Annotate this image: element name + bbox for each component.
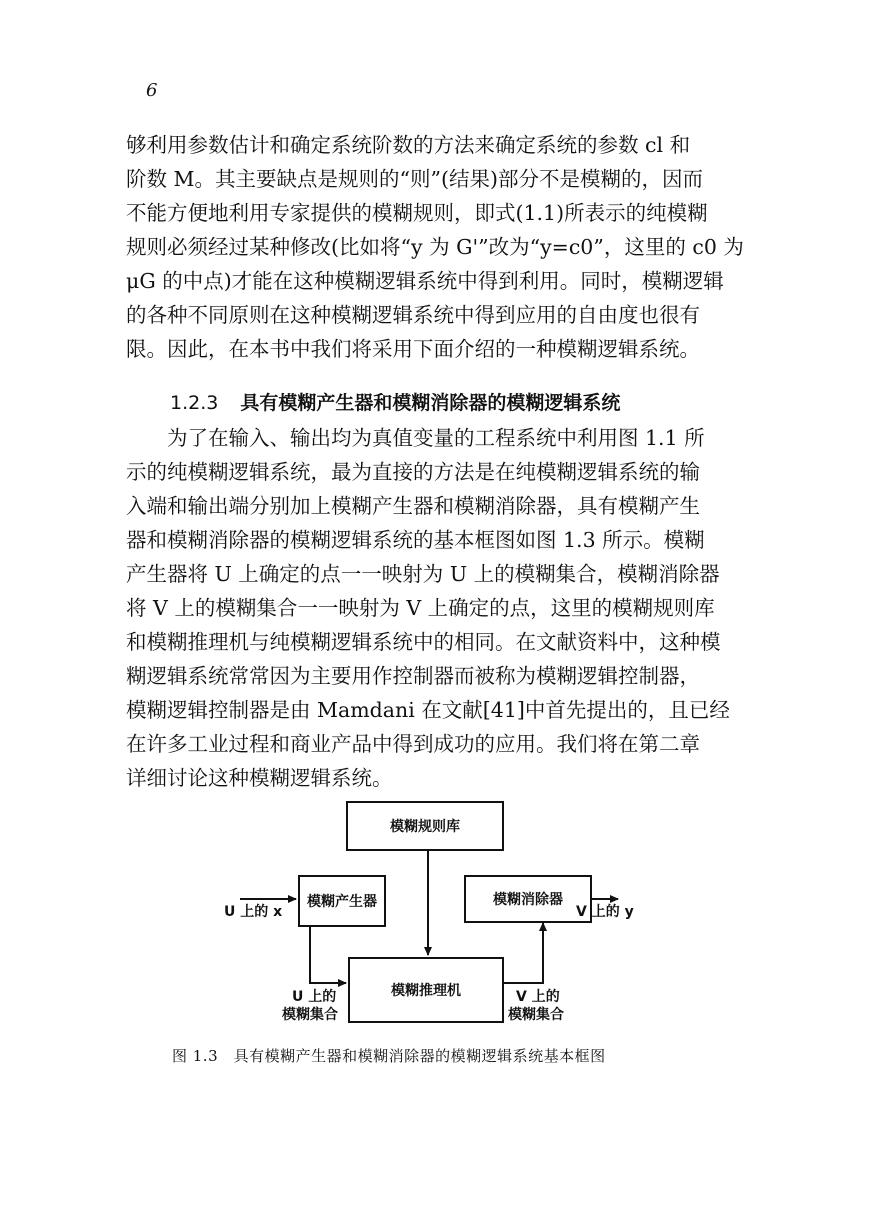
text-line: 示的纯模糊逻辑系统，最为直接的方法是在纯模糊逻辑系统的输 xyxy=(126,460,700,484)
text-line: 产生器将 U 上确定的点一一映射为 U 上的模糊集合，模糊消除器 xyxy=(126,562,720,586)
text-line: 和模糊推理机与纯模糊逻辑系统中的相同。在文献资料中，这种模 xyxy=(126,630,721,654)
fuzzifier-box xyxy=(298,875,386,927)
fuzzy-u-arrow xyxy=(310,927,346,983)
input-label: U 上的 x xyxy=(224,904,283,920)
inference-engine-box xyxy=(348,957,504,1023)
text-line: 模糊逻辑控制器是由 Mamdani 在文献[41]中首先提出的，且已经 xyxy=(126,698,730,722)
text-line: μG 的中点)才能在这种模糊逻辑系统中得到利用。同时，模糊逻辑 xyxy=(126,269,724,293)
fuzzy-v-label-1: V 上的 xyxy=(516,989,560,1005)
fuzzy-v-label-2: 模糊集合 xyxy=(508,1007,564,1023)
text-line: 的各种不同原则在这种模糊逻辑系统中得到应用的自由度也很有 xyxy=(126,303,700,327)
fuzzy-u-label-1: U 上的 xyxy=(292,989,337,1005)
text-line: 将 V 上的模糊集合一一映射为 V 上确定的点，这里的模糊规则库 xyxy=(126,596,715,620)
page-number: 6 xyxy=(146,80,158,101)
section-title: 具有模糊产生器和模糊消除器的模糊逻辑系统 xyxy=(240,392,621,414)
paragraph-2 xyxy=(126,421,746,795)
fuzzifier-label: 模糊产生器 xyxy=(307,894,377,910)
fuzzy-u-label-2: 模糊集合 xyxy=(282,1007,338,1023)
defuzzifier-box xyxy=(464,875,592,923)
text-line: 为了在输入、输出均为真值变量的工程系统中利用图 1.1 所 xyxy=(126,426,705,450)
text-line: 够利用参数估计和确定系统阶数的方法来确定系统的参数 cl 和 xyxy=(126,133,691,157)
inference-engine-label: 模糊推理机 xyxy=(391,983,461,999)
section-number: 1.2.3 xyxy=(170,392,219,414)
figure-caption: 图 1.3 具有模糊产生器和模糊消除器的模糊逻辑系统基本框图 xyxy=(172,1047,606,1065)
text-line: 器和模糊消除器的模糊逻辑系统的基本框图如图 1.3 所示。模糊 xyxy=(126,528,705,552)
rule-base-box xyxy=(346,801,504,851)
text-line: 糊逻辑系统常常因为主要用作控制器而被称为模糊逻辑控制器， xyxy=(126,664,700,688)
fuzzy-v-arrow xyxy=(502,923,543,983)
rule-base-label: 模糊规则库 xyxy=(390,819,460,835)
paragraph-1 xyxy=(126,128,746,366)
text-line: 规则必须经过某种修改(比如将“y 为 G'”改为“y=c0”，这里的 c0 为 xyxy=(126,235,744,259)
text-line: 详细讨论这种模糊逻辑系统。 xyxy=(126,766,393,790)
section-heading xyxy=(170,388,620,415)
block-diagram xyxy=(210,795,634,1045)
output-label: V 上的 y xyxy=(576,904,634,920)
text-line: 阶数 M。其主要缺点是规则的“则”(结果)部分不是模糊的，因而 xyxy=(126,167,703,191)
text-line: 限。因此，在本书中我们将采用下面介绍的一种模糊逻辑系统。 xyxy=(126,337,700,361)
text-line: 不能方便地利用专家提供的模糊规则，即式(1.1)所表示的纯模糊 xyxy=(126,201,708,225)
text-line: 在许多工业过程和商业产品中得到成功的应用。我们将在第二章 xyxy=(126,732,700,756)
text-line: 入端和输出端分别加上模糊产生器和模糊消除器，具有模糊产生 xyxy=(126,494,700,518)
defuzzifier-label: 模糊消除器 xyxy=(493,892,563,908)
